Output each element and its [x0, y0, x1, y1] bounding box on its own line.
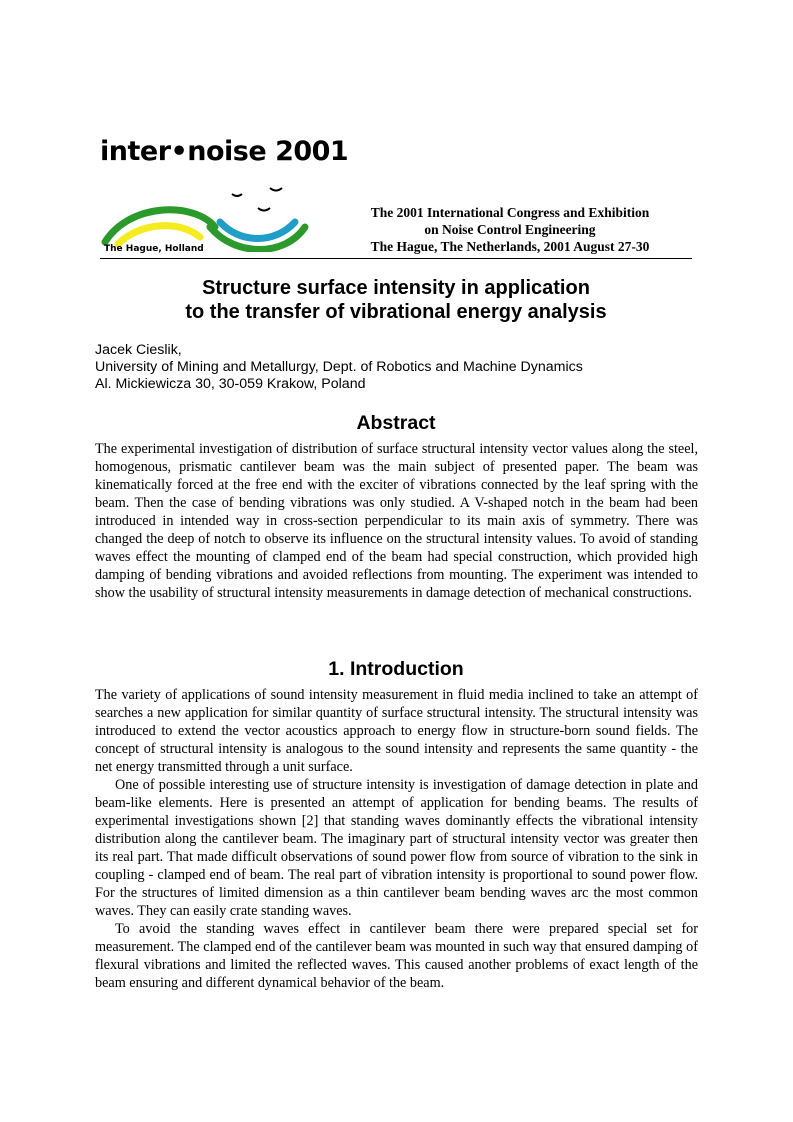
- body-paragraph: The variety of applications of sound intensity measurement in fluid media inclined to take an attempt of searches a new application for similar quantity of surface structural intensity. The structural intensity was introduced to extend the vector acoustics approach to energy flow in structure-born sound fields. The concept of structural intensity is analogous to the sound intensity and represents the same quantity - the net energy transmitted through a unit surface.: [95, 687, 698, 775]
- conference-line: on Noise Control Engineering: [424, 222, 596, 237]
- introduction-body: [95, 686, 698, 992]
- author-name: Jacek Cieslik,: [95, 342, 182, 358]
- body-paragraph: To avoid the standing waves effect in cantilever beam there were prepared special set for measurement. The clamped end of the cantilever beam was mounted in such way that ensured damping of flexural vibrations and limited the reflected waves. This caused another problems of exact length of the beam ensuring and different dynamical behavior of the beam.: [95, 921, 698, 991]
- body-paragraph: One of possible interesting use of structure intensity is investigation of damage detection in plate and beam-like elements. Here is presented an attempt of application for bending beams. The results of experimental investigations shown [2] that standing waves dominantly effects the vibrational intensity distribution along the cantilever beam. The imaginary part of structural intensity vector was greater then its real part. That made difficult observations of sound power flow from source of vibration to the sink in coupling - clamped end of beam. The real part of vibration intensity is proportional to sound power flow. For the structures of limited dimension as a thin cantilever beam bending waves arc the most common waves. They can easily crate standing waves.: [95, 777, 698, 919]
- conference-line: The Hague, The Netherlands, 2001 August 27-30: [370, 239, 650, 254]
- title-line: to the transfer of vibrational energy analysis: [185, 301, 607, 323]
- author-block: [95, 342, 695, 393]
- conference-line: The 2001 International Congress and Exhibition: [370, 205, 650, 220]
- abstract-paragraph: The experimental investigation of distribution of surface structural intensity vector values along the steel, homogenous, prismatic cantilever beam was the main subject of presented paper. The beam was kinematically forced at the free end with the exciter of vibrations connected by the leaf spring with the beam. Then the case of bending vibrations was only studied. A V-shaped notch in the beam had been introduced in intended way in cross-section perpendicular to its main axis of symmetry. There was changed the deep of notch to observe its influence on the structural intensity values. To avoid of standing waves effect the mounting of clamped end of the beam had special construction, which provided high damping of bending vibrations and avoided reflections from mounting. The experiment was intended to show the usability of structural intensity measurements in damage detection of mechanical constructions.: [95, 441, 698, 601]
- author-affiliation: University of Mining and Metallurgy, Dept. of Robotics and Machine Dynamics: [95, 359, 583, 375]
- header-rule: [100, 258, 692, 259]
- author-address: Al. Mickiewicza 30, 30-059 Krakow, Poland: [95, 376, 366, 392]
- logo-title: inter•noise 2001: [100, 136, 349, 167]
- introduction-heading: 1. Introduction: [328, 658, 464, 680]
- conference-logo: [100, 132, 349, 262]
- abstract-heading: Abstract: [356, 412, 436, 434]
- paper-title: [100, 276, 692, 324]
- title-line: Structure surface intensity in application: [202, 277, 590, 299]
- wave-logo-icon: [100, 182, 315, 252]
- abstract-body: [95, 440, 698, 602]
- logo-place: The Hague, Holland: [104, 244, 204, 254]
- conference-info: [330, 204, 690, 255]
